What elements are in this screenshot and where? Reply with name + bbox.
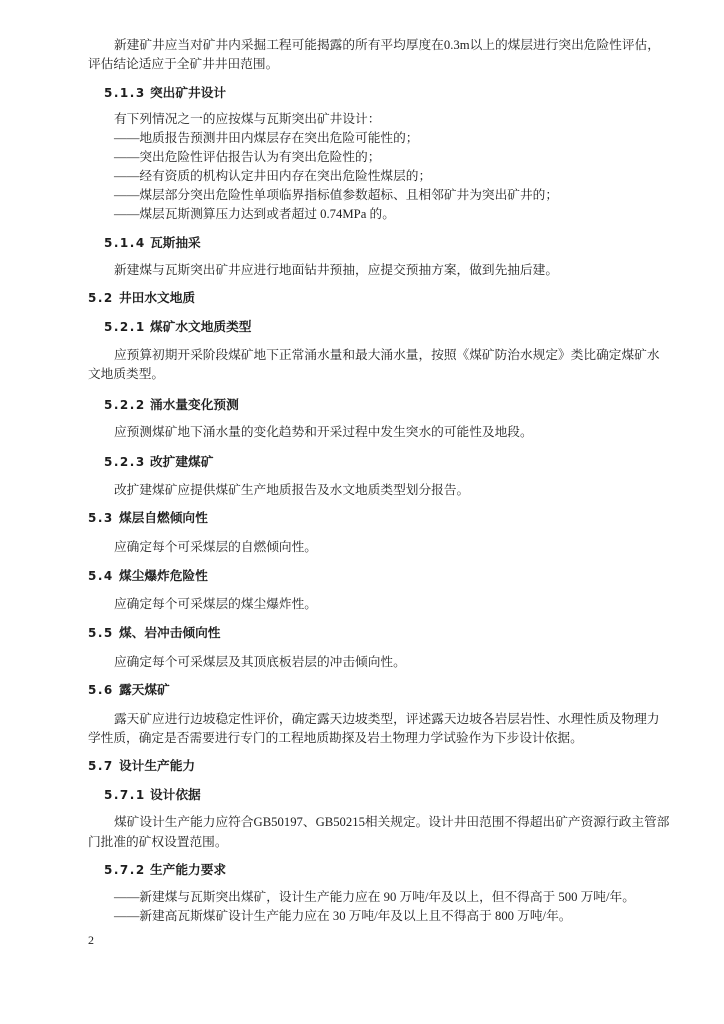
heading-title: 露天煤矿 [119, 682, 170, 697]
paragraph-line: 应确定每个可采煤层的煤尘爆炸性。 [114, 597, 317, 611]
paragraph-line: 有下列情况之一的应按煤与瓦斯突出矿井设计： [114, 112, 381, 126]
heading-5-3 [0, 509, 724, 527]
heading-5-5 [0, 624, 724, 642]
heading-title: 煤尘爆炸危险性 [119, 568, 208, 583]
heading-5-7-1 [0, 786, 724, 804]
list-item: ——经有资质的机构认定井田内存在突出危险性煤层的； [114, 169, 432, 183]
heading-number: 5.1.4 [104, 236, 146, 250]
heading-5-4 [0, 567, 724, 585]
heading-title: 突出矿井设计 [150, 85, 227, 100]
heading-5-2-1 [0, 318, 724, 336]
paragraph-line: 煤矿设计生产能力应符合GB50197、GB50215相关规定。设计井田范围不得超出矿产资源行政主管部 [114, 815, 670, 829]
heading-title: 涌水量变化预测 [150, 397, 239, 412]
heading-number: 5.1.3 [104, 86, 146, 100]
heading-title: 改扩建煤矿 [150, 454, 214, 469]
intro-line-1: 新建矿井应当对矿井内采掘工程可能揭露的所有平均厚度在0.3m以上的煤层进行突出危险性评估， [114, 38, 660, 52]
paragraph-line: 文地质类型。 [88, 367, 165, 381]
heading-title: 设计生产能力 [119, 758, 196, 773]
heading-title: 井田水文地质 [119, 290, 196, 305]
intro-line-2: 评估结论适应于全矿井井田范围。 [88, 57, 279, 71]
paragraph-line: 新建煤与瓦斯突出矿井应进行地面钻井预抽，应提交预抽方案，做到先抽后建。 [114, 263, 559, 277]
heading-number: 5.3 [88, 511, 114, 525]
heading-5-1-4 [0, 234, 724, 252]
heading-number: 5.6 [88, 683, 114, 697]
heading-5-7-2 [0, 861, 724, 879]
paragraph-line: 露天矿应进行边坡稳定性评价，确定露天边坡类型，评述露天边坡各岩层岩性、水理性质及物理力 [114, 712, 660, 726]
list-item: ——煤层瓦斯测算压力达到或者超过 0.74MPa 的。 [114, 207, 395, 221]
paragraph-line: 应确定每个可采煤层的自燃倾向性。 [114, 540, 317, 554]
paragraph-line: 门批准的矿权设置范围。 [88, 835, 228, 849]
page-number: 2 [88, 933, 94, 947]
heading-number: 5.7 [88, 759, 114, 773]
paragraph-line: 应确定每个可采煤层及其顶底板岩层的冲击倾向性。 [114, 655, 406, 669]
heading-5-2-2 [0, 396, 724, 414]
paragraph-line: 改扩建煤矿应提供煤矿生产地质报告及水文地质类型划分报告。 [114, 483, 470, 497]
heading-5-2 [0, 289, 724, 307]
paragraph-line: 应预算初期开采阶段煤矿地下正常涌水量和最大涌水量，按照《煤矿防治水规定》类比确定煤矿水 [114, 348, 660, 362]
paragraph-line: 学性质，确定是否需要进行专门的工程地质勘探及岩土物理力学试验作为下步设计依据。 [88, 731, 583, 745]
heading-number: 5.4 [88, 569, 114, 583]
heading-number: 5.7.1 [104, 788, 146, 802]
heading-title: 煤层自燃倾向性 [119, 510, 208, 525]
list-item: ——新建煤与瓦斯突出煤矿，设计生产能力应在 90 万吨/年及以上，但不得高于 500 万吨/年。 [114, 890, 635, 904]
list-item: ——地质报告预测井田内煤层存在突出危险可能性的； [114, 131, 419, 145]
heading-number: 5.2 [88, 291, 114, 305]
heading-5-6 [0, 681, 724, 699]
heading-number: 5.2.1 [104, 320, 146, 334]
heading-title: 煤、岩冲击倾向性 [119, 625, 221, 640]
list-item: ——新建高瓦斯煤矿设计生产能力应在 30 万吨/年及以上且不得高于 800 万吨/年。 [114, 909, 572, 923]
list-item: ——突出危险性评估报告认为有突出危险性的； [114, 150, 381, 164]
heading-title: 生产能力要求 [150, 862, 227, 877]
heading-number: 5.2.2 [104, 398, 146, 412]
paragraph-line: 应预测煤矿地下涌水量的变化趋势和开采过程中发生突水的可能性及地段。 [114, 425, 533, 439]
heading-number: 5.2.3 [104, 455, 146, 469]
heading-5-2-3 [0, 453, 724, 471]
heading-number: 5.7.2 [104, 863, 146, 877]
heading-number: 5.5 [88, 626, 114, 640]
heading-title: 瓦斯抽采 [150, 235, 201, 250]
list-item: ——煤层部分突出危险性单项临界指标值参数超标、且相邻矿井为突出矿井的； [114, 188, 559, 202]
heading-title: 煤矿水文地质类型 [150, 319, 252, 334]
heading-5-7 [0, 757, 724, 775]
heading-5-1-3 [0, 84, 724, 102]
heading-title: 设计依据 [150, 787, 201, 802]
